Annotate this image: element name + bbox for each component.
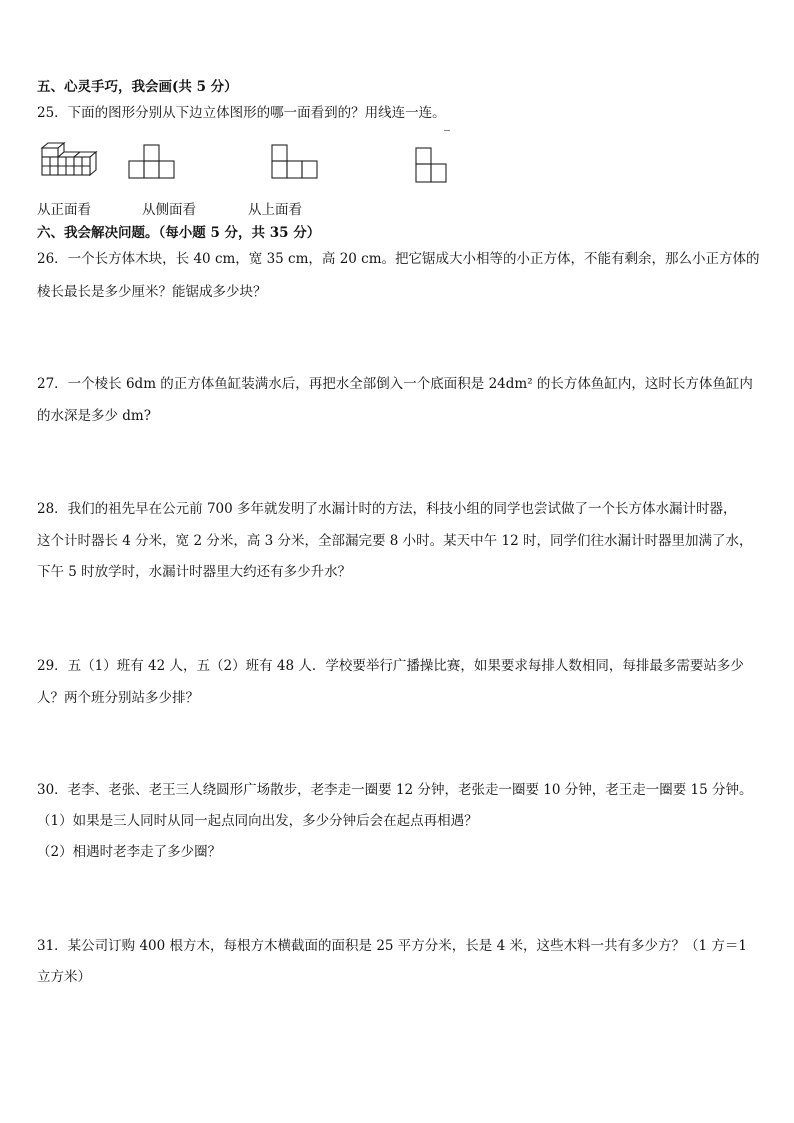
question-26-line-1: 26．一个长方体木块，长 40 cm，宽 35 cm，高 20 cm。把它锯成大小相等的小正方体，不能有剩余，那么小正方体的 <box>37 251 760 267</box>
section-heading-6: 六、我会解决问题。（每小题 5 分，共 35 分） <box>37 225 321 241</box>
question-30-line-3: （2）相遇时老李走了多少圈？ <box>37 844 222 860</box>
question-30-line-2: （1）如果是三人同时从同一起点同向出发，多少分钟后会在起点再相遇？ <box>37 813 478 829</box>
caption-top-view: 从上面看 <box>248 202 302 218</box>
question-29-line-1: 29．五（1）班有 42 人，五（2）班有 48 人．学校要举行广播操比赛，如果要求每排人数相同，每排最多需要站多少 <box>37 658 744 674</box>
question-29-line-2: 人？两个班分别站多少排？ <box>37 690 199 706</box>
section-heading-5: 五、心灵手巧，我会画(共 5 分） <box>37 79 238 95</box>
question-25: 25．下面的图形分别从下边立体图形的哪一面看到的？用线连一连。 <box>37 105 446 121</box>
view-figure-2 <box>271 143 321 181</box>
caption-side-view: 从侧面看 <box>142 202 196 218</box>
question-31-line-1: 31．某公司订购 400 根方木，每根方木横截面的面积是 25 平方分米，长是 4 米，这些木料一共有多少方？（1 方＝1 <box>37 938 747 954</box>
question-28-line-3: 下午 5 时放学时，水漏计时器里大约还有多少升水？ <box>37 564 352 580</box>
question-26-line-2: 棱长最长是多少厘米？能锯成多少块？ <box>37 284 267 300</box>
view-figure-3 <box>414 130 454 184</box>
question-27-line-2: 的水深是多少 dm? <box>37 408 151 424</box>
question-28-line-1: 28．我们的祖先早在公元前 700 多年就发明了水漏计时的方法，科技小组的同学也尝试做了一个长方体水漏计时器， <box>37 501 737 517</box>
question-28-line-2: 这个计时器长 4 分米，宽 2 分米，高 3 分米，全部漏完要 8 小时。某天中午 12 时，同学们往水漏计时器里加满了水， <box>37 533 753 549</box>
caption-front-view: 从正面看 <box>37 202 91 218</box>
view-figure-1 <box>128 143 178 181</box>
solid-figure <box>40 140 102 184</box>
question-27-line-1: 27．一个棱长 6dm 的正方体鱼缸装满水后，再把水全部倒入一个底面积是 24dm² 的长方体鱼缸内，这时长方体鱼缸内 <box>37 376 753 392</box>
question-31-line-2: 立方米） <box>37 969 91 985</box>
question-30-line-1: 30．老李、老张、老王三人绕圆形广场散步，老李走一圈要 12 分钟，老张走一圈要 10 分钟，老王走一圈要 15 分钟。 <box>37 782 753 798</box>
